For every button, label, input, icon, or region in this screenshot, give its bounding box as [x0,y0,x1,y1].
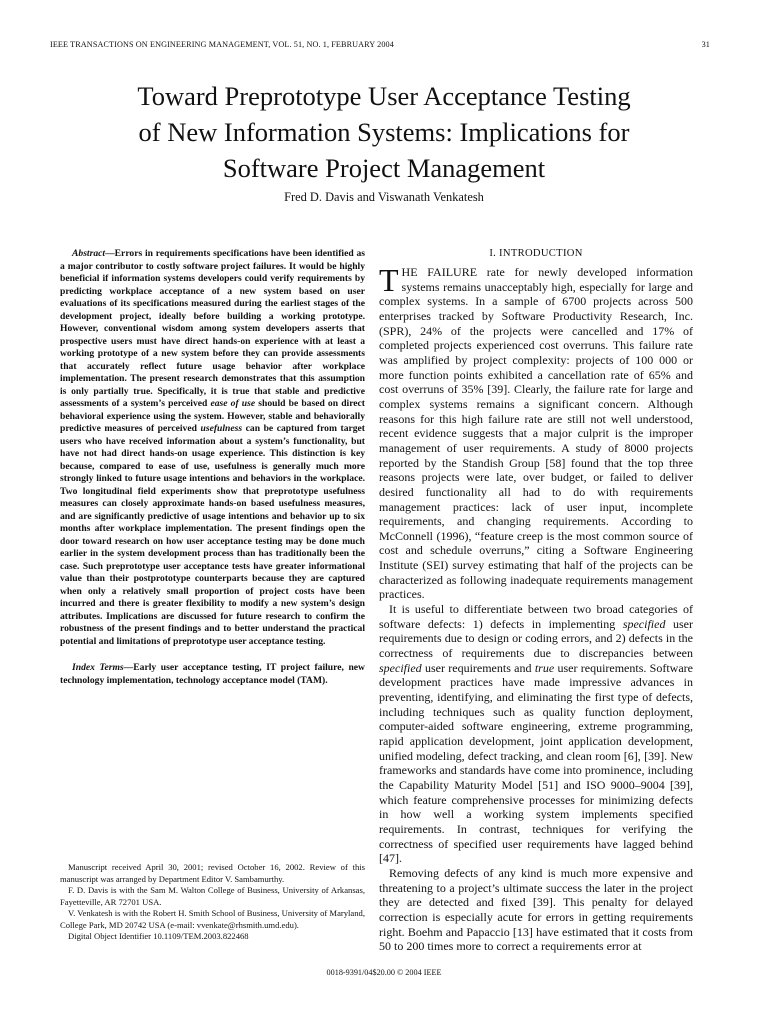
intro-paragraph-1 [379,262,693,602]
index-terms-text: —Early user acceptance testing, IT project failure, new technology implementation, technology acceptance model (TAM). [60,662,365,686]
intro-paragraph-2-emphasis-2: specified [379,660,422,675]
intro-paragraph-3: Removing defects of any kind is much more expensive and threatening to a project’s ultimate success the later in the project they are detected and fixed [39]. This penalty for delayed correction is especially acute for errors in getting requirements right. Boehm and Papaccio [13] have estimated that it costs from 50 to 200 times more to correct a requirements error at [379,865,693,954]
journal-citation: IEEE TRANSACTIONS ON ENGINEERING MANAGEMENT, VOL. 51, NO. 1, FEBRUARY 2004 [50,40,394,49]
running-header [50,40,710,54]
copyright-footer: 0018-9391/04$20.00 © 2004 IEEE [326,968,442,977]
title-line-1: Toward Preprototype User Acceptance Testing [137,81,631,111]
abstract-text-2: should be based on direct behavioral experience using the system. However, stable and behaviorally predictive measures of perceived [60,398,365,434]
intro-paragraph-2-text-a: It is useful to differentiate between two broad categories of software defects: 1) defects in implementing [379,602,693,631]
title-line-3: Software Project Management [222,153,546,183]
footnote-davis: F. D. Davis is with the Sam M. Walton College of Business, University of Arkansas, Fayetteville, AR 72701 USA. [60,885,365,907]
abstract [60,248,365,648]
intro-paragraph-2-emphasis-1: specified [622,616,666,631]
intro-paragraph-2-emphasis-3: true [534,660,555,675]
section-heading-introduction: I. INTRODUCTION [489,248,583,259]
title-line-2: of New Information Systems: Implications for [138,117,630,147]
footnote-venkatesh: V. Venkatesh is with the Robert H. Smith School of Business, University of Maryland, College Park, MD 20742 USA (e-mail: vvenkate@rhsmith.umd.edu). [60,908,365,930]
intro-paragraph-2-text-c: user requirements and [421,660,535,675]
paper-title [40,78,728,186]
intro-paragraph-2-text-b: user requirements due to design or coding errors, and 2) defects in the correctness of requirements due to discrepancies between [379,616,693,661]
drop-cap: T [379,262,399,298]
index-terms [60,662,365,687]
index-terms-label: Index Terms [72,662,124,673]
intro-paragraph-2-text-d: user requirements. Software development practices have made impressive advances in preventing, identifying, and eliminating the first type of defects, including techniques such as quality function deployment, computer-aided software engineering, extreme programming, rapid application development, joint application development, unified modeling, defect tracking, and clean room [6], [39]. New frameworks and standards have come into prominence, including the Capability Maturity Model [51] and ISO 9000–9004 [39], which feature comprehensive processes for minimizing defects in how well a working system implements specified requirements. In contrast, techniques for verifying the correctness of specified user requirements have lagged behind [47]. [379,660,693,866]
page-number: 31 [701,40,710,49]
abstract-emphasis-1: ease of use [210,398,256,409]
right-column [379,248,693,954]
footnotes [60,862,365,943]
intro-paragraph-1-text: HE FAILURE rate for newly developed information systems remains unacceptably high, especially for large and complex systems. In a sample of 6700 projects across 500 enterprises tracked by Software Productivity Research, Inc. (SPR), 24% of the projects were cancelled and 17% of completed projects experienced cost overruns. This failure rate was amplified by project complexity: projects of 100 000 or more function points exhibited a cancellation rate of 65% and cost overruns of 35% [39]. Clearly, the failure rate for large and complex systems remains a significant concern. Although reasons for this high failure rate are still not well understood, recent evidence suggests that a major culprit is the improper management of user requirements. A study of 8000 projects reported by the Standish Group [58] found that the top three reasons projects were late, over budget, or failed to deliver desired functionality all had to do with requirements management practices: lack of user input, incomplete requirements, and changing requirements. According to McConnell (1996), “feature creep is the most common source of cost and schedule overruns,” citing a Software Engineering Institute (SEI) survey estimating that half of the projects can be characterized as following inadequate requirements management practices. [379,265,693,602]
footnote-doi: Digital Object Identifier 10.1109/TEM.2003.822468 [68,931,249,941]
intro-paragraph-2 [379,602,693,866]
abstract-text-3: can be captured from target users who have received information about a system’s functionality, but have not had direct hands-on usage experience. This distinction is key because, compared to ease of use, usefulness is generally much more strongly linked to future usage intentions and behaviors in the workplace. Two longitudinal field experiments show that preprototype usefulness measures can closely approximate hands-on based usefulness measures, and are significantly predictive of usage intentions and behavior up to six months after workplace implementation. The present findings open the door toward research on how user acceptance testing may be done much earlier in the system development process than has traditionally been the case. Such preprototype user acceptance tests have greater informational value than their postprototype counterparts because they are captured when only a relatively small proportion of project costs have been incurred and there is greater flexibility to modify a new system’s design attributes. Implications are discussed for future research to confirm the robustness of the present findings and to better understand the practical potential and limitations of preprototype user acceptance testing. [60,423,365,647]
left-column [60,248,365,687]
abstract-text-1: —Errors in requirements specifications have been identified as a major contributor to costly software project failures. It would be highly beneficial if information systems developers could verify requirements by predicting workplace acceptance of a new system based on user evaluations of its specifications measured during the earliest stages of the development project, ideally before building a working prototype. However, conventional wisdom among system developers asserts that prospective users must have direct hands-on experience with at least a working prototype of a new system before they can provide assessments that accurately reflect future usage behavior after workplace implementation. The present research demonstrates that this assumption is only partially true. Specifically, it is true that stable and predictive assessments of a system’s perceived [60,248,365,409]
footnote-manuscript: Manuscript received April 30, 2001; revised October 16, 2002. Review of this manuscript was arranged by Department Editor V. Sambamurthy. [60,862,365,884]
abstract-emphasis-2: usefulness [200,423,243,434]
authors: Fred D. Davis and Viswanath Venkatesh [284,190,484,204]
abstract-label: Abstract [72,248,106,259]
